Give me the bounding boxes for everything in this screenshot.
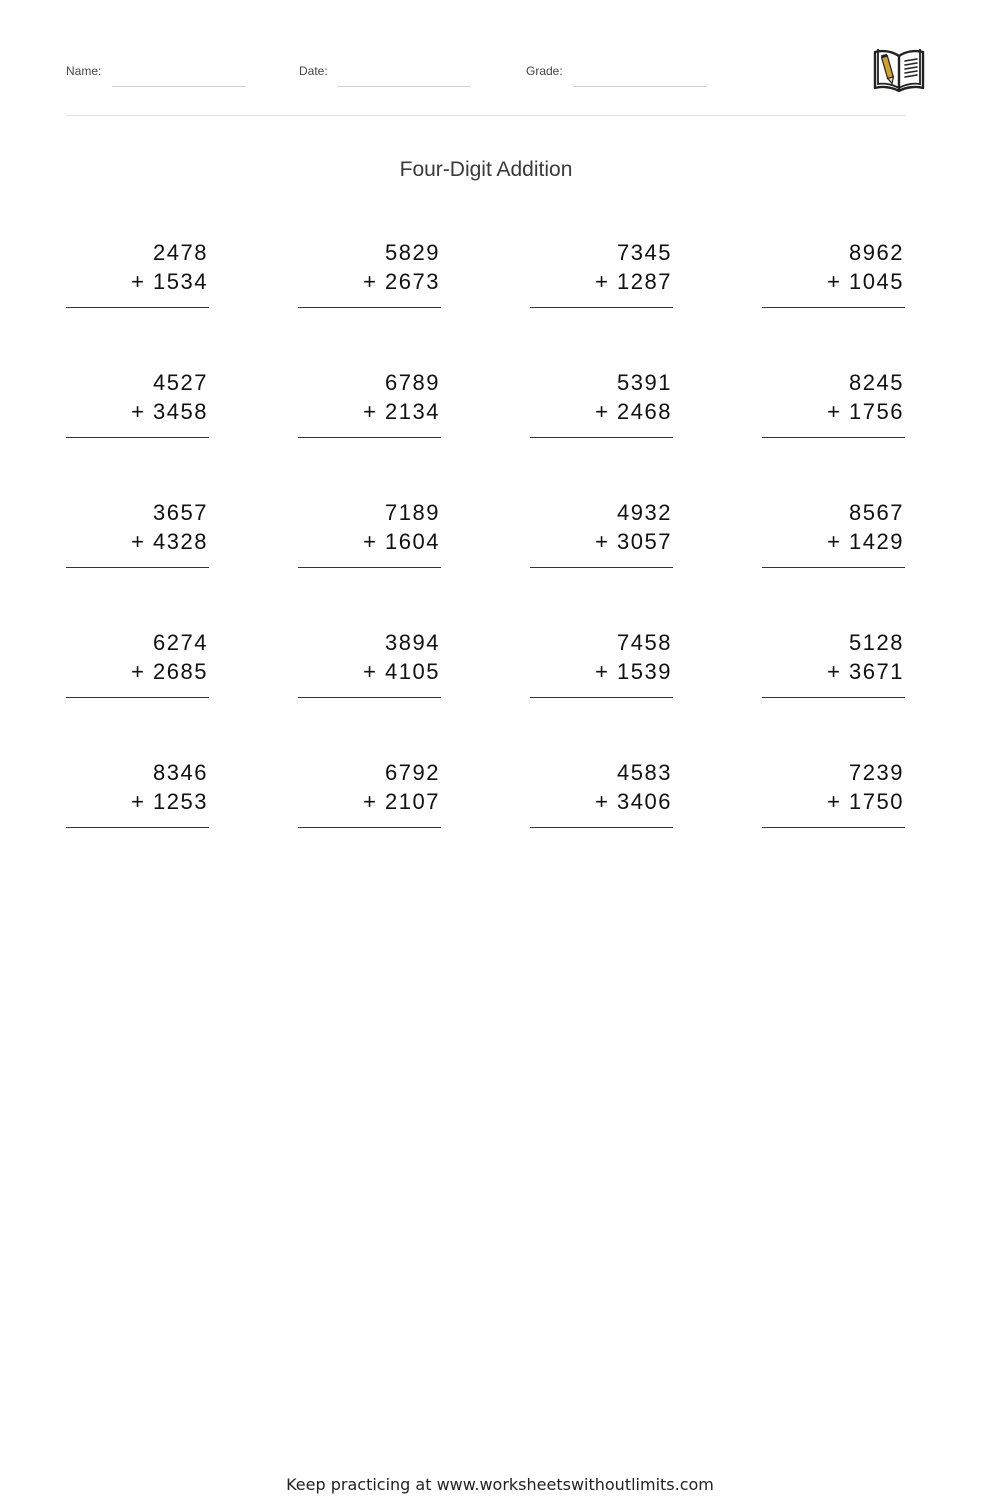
addend-bottom: 3458 — [153, 399, 208, 424]
open-book-pencil-icon — [872, 44, 926, 94]
addition-problem — [762, 238, 905, 310]
addend-bottom-row — [827, 269, 904, 295]
plus-operator: + — [363, 529, 378, 554]
plus-operator: + — [363, 269, 378, 294]
addend-bottom-row — [595, 529, 672, 555]
addend-top: 7458 — [617, 630, 672, 655]
addend-top: 4527 — [153, 370, 208, 395]
name-input-line[interactable] — [112, 86, 246, 87]
plus-operator: + — [827, 529, 842, 554]
worksheet-header — [66, 0, 906, 116]
answer-line[interactable] — [762, 307, 905, 308]
addition-problem — [298, 368, 441, 440]
addend-bottom: 1429 — [849, 529, 904, 554]
plus-operator: + — [595, 659, 610, 684]
addend-bottom: 4105 — [385, 659, 440, 684]
addend-top: 7239 — [849, 760, 904, 785]
addend-bottom-row — [131, 529, 208, 555]
footer-text: Keep practicing at www.worksheetswithoutlimits.com — [286, 1475, 714, 1494]
addend-bottom: 1534 — [153, 269, 208, 294]
date-input-line[interactable] — [337, 86, 471, 87]
addend-bottom: 2685 — [153, 659, 208, 684]
addition-problem — [530, 628, 673, 700]
answer-line[interactable] — [298, 827, 441, 828]
name-label: Name: — [66, 64, 102, 78]
addition-problem — [66, 758, 209, 830]
addend-bottom-row — [131, 659, 208, 685]
date-label: Date: — [299, 64, 328, 78]
addend-bottom: 3406 — [617, 789, 672, 814]
plus-operator: + — [363, 789, 378, 814]
answer-line[interactable] — [66, 567, 209, 568]
addend-bottom-row — [595, 399, 672, 425]
plus-operator: + — [595, 529, 610, 554]
answer-line[interactable] — [530, 827, 673, 828]
addition-problem — [530, 238, 673, 310]
addend-top: 5128 — [849, 630, 904, 655]
plus-operator: + — [595, 269, 610, 294]
addend-bottom-row — [131, 789, 208, 815]
answer-line[interactable] — [530, 437, 673, 438]
addition-problem — [66, 628, 209, 700]
addend-bottom-row — [131, 399, 208, 425]
addend-bottom: 1045 — [849, 269, 904, 294]
addition-problem — [762, 628, 905, 700]
addition-problem — [762, 498, 905, 570]
addend-top: 2478 — [153, 240, 208, 265]
answer-line[interactable] — [298, 307, 441, 308]
answer-line[interactable] — [298, 437, 441, 438]
addition-problem — [298, 238, 441, 310]
addend-bottom-row — [827, 659, 904, 685]
addend-top: 7345 — [617, 240, 672, 265]
plus-operator: + — [131, 529, 146, 554]
addend-bottom: 1756 — [849, 399, 904, 424]
addition-problem — [66, 238, 209, 310]
addend-top: 8567 — [849, 500, 904, 525]
addend-bottom: 2134 — [385, 399, 440, 424]
addition-problem — [530, 498, 673, 570]
plus-operator: + — [827, 789, 842, 814]
addend-top: 5829 — [385, 240, 440, 265]
addend-bottom: 2107 — [385, 789, 440, 814]
answer-line[interactable] — [298, 567, 441, 568]
addend-top: 4932 — [617, 500, 672, 525]
plus-operator: + — [131, 789, 146, 814]
answer-line[interactable] — [762, 437, 905, 438]
addend-top: 6792 — [385, 760, 440, 785]
plus-operator: + — [131, 269, 146, 294]
plus-operator: + — [827, 659, 842, 684]
addend-bottom-row — [827, 399, 904, 425]
addend-bottom-row — [363, 659, 440, 685]
addend-bottom: 1539 — [617, 659, 672, 684]
addition-problem — [530, 368, 673, 440]
addend-top: 8245 — [849, 370, 904, 395]
answer-line[interactable] — [530, 697, 673, 698]
answer-line[interactable] — [530, 567, 673, 568]
addend-top: 5391 — [617, 370, 672, 395]
plus-operator: + — [595, 399, 610, 424]
addend-bottom-row — [363, 399, 440, 425]
addition-problem — [298, 498, 441, 570]
addition-problem — [66, 498, 209, 570]
addend-bottom: 2673 — [385, 269, 440, 294]
answer-line[interactable] — [762, 697, 905, 698]
addend-top: 6789 — [385, 370, 440, 395]
addend-bottom: 2468 — [617, 399, 672, 424]
addition-problem — [530, 758, 673, 830]
addend-bottom-row — [131, 269, 208, 295]
addend-top: 6274 — [153, 630, 208, 655]
addend-bottom-row — [595, 789, 672, 815]
plus-operator: + — [827, 399, 842, 424]
worksheet-title: Four-Digit Addition — [399, 158, 573, 181]
plus-operator: + — [595, 789, 610, 814]
addend-bottom-row — [363, 269, 440, 295]
plus-operator: + — [363, 399, 378, 424]
addend-bottom: 1750 — [849, 789, 904, 814]
addend-top: 3894 — [385, 630, 440, 655]
addend-bottom-row — [595, 659, 672, 685]
addend-bottom: 4328 — [153, 529, 208, 554]
addition-problem — [762, 758, 905, 830]
grade-label: Grade: — [526, 64, 563, 78]
addend-top: 3657 — [153, 500, 208, 525]
answer-line[interactable] — [762, 567, 905, 568]
plus-operator: + — [363, 659, 378, 684]
addend-bottom-row — [363, 529, 440, 555]
addend-top: 8346 — [153, 760, 208, 785]
addend-bottom-row — [595, 269, 672, 295]
addition-problem — [66, 368, 209, 440]
addend-bottom: 1253 — [153, 789, 208, 814]
addend-top: 4583 — [617, 760, 672, 785]
plus-operator: + — [131, 399, 146, 424]
addend-bottom-row — [827, 789, 904, 815]
answer-line[interactable] — [66, 307, 209, 308]
addend-bottom: 1287 — [617, 269, 672, 294]
plus-operator: + — [827, 269, 842, 294]
addend-bottom: 3057 — [617, 529, 672, 554]
addend-bottom-row — [827, 529, 904, 555]
answer-line[interactable] — [66, 697, 209, 698]
grade-input-line[interactable] — [573, 86, 707, 87]
addend-bottom: 3671 — [849, 659, 904, 684]
answer-line[interactable] — [66, 827, 209, 828]
answer-line[interactable] — [298, 697, 441, 698]
addend-top: 7189 — [385, 500, 440, 525]
addition-problem — [762, 368, 905, 440]
addend-top: 8962 — [849, 240, 904, 265]
addend-bottom: 1604 — [385, 529, 440, 554]
addend-bottom-row — [363, 789, 440, 815]
addition-problem — [298, 628, 441, 700]
plus-operator: + — [131, 659, 146, 684]
answer-line[interactable] — [762, 827, 905, 828]
addition-problem — [298, 758, 441, 830]
answer-line[interactable] — [530, 307, 673, 308]
answer-line[interactable] — [66, 437, 209, 438]
